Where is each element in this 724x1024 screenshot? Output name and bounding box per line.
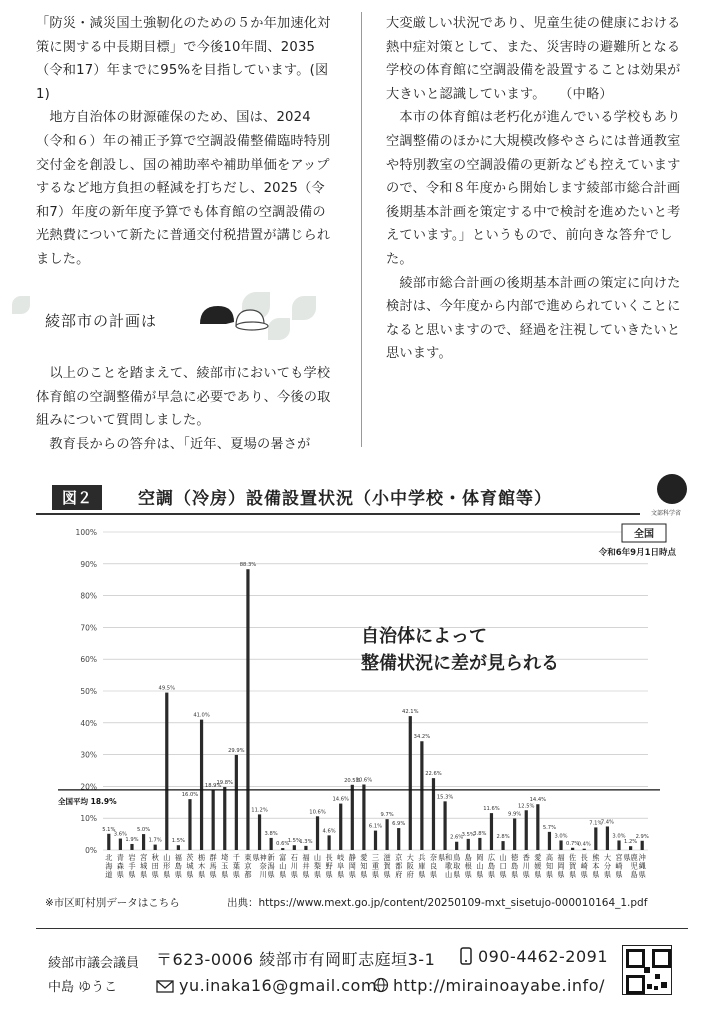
category-label: 岐阜県 — [337, 853, 345, 879]
chart-bar — [362, 784, 365, 850]
category-label: 石川県 — [290, 853, 298, 879]
category-label: 滋賀県 — [383, 853, 391, 879]
chart-bar — [606, 826, 609, 850]
bar-value-label: 3.6% — [113, 831, 127, 838]
footer-url[interactable]: http://mirainoayabe.info/ — [393, 976, 605, 995]
category-label: 沖縄県 — [638, 853, 646, 879]
bar-value-label: 22.6% — [425, 771, 442, 778]
category-label: 北海道 — [105, 853, 113, 879]
bar-value-label: 1.2% — [624, 839, 638, 846]
article-left-column — [36, 12, 336, 272]
y-tick-label: 0% — [85, 846, 97, 855]
bar-value-label: 5.1% — [102, 826, 116, 833]
footer-address: 〒623-0006 綾部市有岡町志庭垣3-1 — [156, 950, 436, 969]
bar-value-label: 5.0% — [136, 827, 151, 834]
article-paragraph: 以上のことを踏まえて、綾部市においても学校体育館の空調整備が早急に必要であり、今後の取組みについて質問しました。 — [36, 366, 331, 429]
y-tick-label: 50% — [80, 687, 97, 696]
annotation-line-2: 整備状況に差が見られる — [361, 653, 559, 674]
category-label: 富山県 — [279, 853, 287, 879]
category-label: 茨城県 — [186, 853, 194, 879]
figure-rule — [36, 513, 640, 515]
bar-value-label: 0.6% — [276, 841, 290, 848]
category-label: 和歌山 — [444, 853, 453, 879]
article-paragraph: 綾部市総合計画の後期基本計画の策定に向けた検討は、今年度から内部で進められていくことになると思いますので、経過を注視していきたいと思います。 — [386, 275, 681, 362]
figure-title: 空調（冷房）設備設置状況（小中学校・体育館等） — [138, 489, 552, 509]
chart-bar — [339, 804, 342, 850]
chart-bar — [617, 840, 620, 850]
bar-value-label: 6.9% — [392, 821, 406, 828]
category-label: 京都府 — [395, 853, 403, 879]
bar-value-label: 3.8% — [264, 830, 278, 837]
y-tick-label: 30% — [80, 750, 97, 760]
badge-label: 全国 — [634, 529, 654, 540]
category-label: 山梨県 — [313, 853, 322, 879]
category-label: 佐賀県 — [569, 853, 577, 879]
y-tick-label: 60% — [80, 655, 97, 665]
chart-bar — [212, 790, 215, 850]
bar-value-label: 0.7% — [566, 840, 580, 847]
chart-bar — [525, 810, 528, 850]
category-label: 神奈川 — [259, 853, 267, 879]
article-paragraph: 教育長からの答弁は、「近年、夏場の暑さが — [36, 436, 311, 452]
footer-phone[interactable]: 090-4462-2091 — [478, 947, 609, 966]
y-tick-label: 80% — [80, 591, 97, 601]
category-label: 群馬県 — [209, 853, 217, 879]
bar-value-label: 88.3% — [239, 562, 257, 569]
category-label: 三重県 — [371, 853, 380, 879]
bar-value-label: 11.2% — [251, 807, 268, 814]
bar-value-label: 2.9% — [635, 833, 649, 840]
chart-bar — [165, 693, 168, 850]
category-label: 鳥取県 — [453, 853, 461, 879]
y-tick-label: 70% — [80, 623, 97, 633]
chart-bar — [478, 838, 481, 850]
category-label: 愛媛県 — [534, 853, 542, 879]
chart-bar — [501, 841, 504, 850]
category-label: 静岡県 — [348, 853, 356, 879]
chart-bar — [188, 799, 191, 850]
chart-bar — [281, 848, 284, 850]
chart-bar — [258, 814, 261, 850]
chart-bar — [316, 816, 319, 850]
chart-bar — [351, 785, 354, 850]
article-right-column — [386, 12, 691, 366]
bar-value-label: 41.0% — [193, 712, 210, 719]
bar-value-label: 14.6% — [332, 796, 349, 803]
bar-value-label: 6.1% — [368, 823, 383, 830]
category-label: 栃木県 — [197, 853, 206, 879]
bar-value-label: 2.6% — [450, 834, 464, 841]
category-label: 鹿児島 — [630, 853, 638, 879]
leaf-decoration — [12, 296, 30, 314]
chart-bar — [571, 848, 574, 850]
article-paragraph: 大変厳しい状況であり、児童生徒の健康における熱中症対策として、また、災害時の避難所となる学校の体育館に空調設備を設置することは効果が大きいと認識しています。 （中略） — [386, 16, 681, 102]
chart-bar — [142, 834, 145, 850]
category-label: 福島県 — [174, 853, 182, 879]
bar-value-label: 1.7% — [148, 837, 162, 844]
category-label: 青森県 — [116, 853, 124, 879]
bar-value-label: 9.7% — [380, 812, 394, 819]
footer-rule — [36, 928, 688, 929]
bar-value-label: 1.3% — [299, 838, 313, 845]
footer-role: 綾部市議会議員 — [48, 956, 140, 971]
category-label: 福岡県 — [557, 853, 565, 879]
bar-value-label: 42.1% — [402, 709, 419, 716]
national-average-label: 全国平均 18.9% — [58, 796, 117, 806]
chart-bar — [432, 778, 435, 850]
article-paragraph: 地方自治体の財源確保のため、国は、2024（令和６）年の補正予算で空調設備整備臨時特別交付金を創設し、国の補助率や補助単価をアップするなど地方負担の軽減を打ちだし、2025（令和7）年度の新年度予算でも体育館の空調設備の光熱費について新たに普通交付税措置が講じられました。 — [36, 110, 331, 267]
chart-bar — [223, 787, 226, 850]
bar-value-label: 7.1% — [589, 820, 603, 827]
category-label: 高知県 — [545, 853, 554, 879]
chart-bar — [455, 842, 458, 850]
category-label: 山形県 — [163, 853, 171, 879]
leaf-decoration — [292, 296, 316, 320]
chart-bar — [154, 845, 157, 850]
leaf-decoration — [268, 318, 290, 340]
annotation-line-1: 自治体によって — [361, 626, 487, 647]
category-label: 大阪府 — [406, 853, 414, 879]
chart-bar — [443, 801, 446, 850]
category-label: 大分県 — [603, 853, 612, 879]
category-label: 山口県 — [499, 853, 507, 879]
column-divider — [361, 12, 362, 447]
category-label: 宮城県 — [139, 853, 148, 879]
bar-value-label: 16.0% — [181, 792, 199, 799]
date-note: 令和6年9月1日時点 — [598, 548, 676, 558]
category-label: 秋田県 — [151, 853, 159, 879]
section-subheading: 綾部市の計画は — [45, 312, 158, 330]
category-label: 愛知県 — [360, 853, 368, 879]
chart-bar — [583, 849, 586, 850]
chart-bar — [559, 840, 562, 850]
category-label: 県 — [623, 853, 631, 862]
bar-value-label: 1.5% — [171, 838, 185, 845]
article-left-column-2 — [36, 362, 336, 456]
chart-bar — [513, 819, 516, 850]
y-tick-label: 90% — [80, 559, 97, 569]
chart-bar — [641, 841, 644, 850]
chart-bar — [200, 720, 203, 850]
bar-value-label: 15.3% — [436, 794, 454, 801]
bar-value-label: 1.5% — [287, 838, 301, 845]
bar-value-label: 3.0% — [612, 833, 626, 840]
bar-value-label: 10.6% — [309, 809, 326, 816]
category-label: 県 — [252, 853, 260, 862]
figure-header — [36, 483, 686, 517]
bar-value-label: 11.6% — [483, 806, 500, 813]
chart-bar — [246, 569, 249, 850]
bar-value-label: 9.9% — [508, 811, 522, 818]
chart-bar — [235, 755, 238, 850]
bar-value-label: 20.6% — [355, 777, 373, 784]
emblem-label: 文部科学省 — [651, 510, 682, 517]
category-label: 新潟県 — [267, 853, 275, 879]
category-label: 県 — [437, 853, 446, 862]
y-tick-label: 40% — [80, 718, 97, 728]
category-label: 岩手県 — [128, 853, 136, 879]
chart-bar — [629, 846, 632, 850]
chart-bar — [536, 804, 539, 850]
bar-value-label: 18.9% — [204, 782, 222, 789]
y-tick-label: 100% — [75, 528, 97, 537]
chart-bar — [374, 831, 377, 850]
category-label: 島根県 — [464, 853, 472, 879]
hat-icon — [196, 302, 270, 332]
bar-value-label: 7.4% — [600, 819, 615, 826]
category-label: 岡山県 — [476, 853, 484, 879]
bar-value-label: 3.0% — [554, 833, 568, 840]
category-label: 東京都 — [244, 853, 252, 879]
chart-bar — [304, 846, 307, 850]
category-label: 徳島県 — [511, 853, 519, 879]
y-tick-label: 20% — [80, 782, 97, 792]
bar-value-label: 14.4% — [529, 797, 547, 804]
category-label: 奈良県 — [429, 853, 438, 879]
chart-bar — [270, 838, 273, 850]
ministry-emblem-icon — [657, 474, 687, 504]
bar-value-label: 3.5% — [461, 831, 475, 838]
y-tick-label: 10% — [80, 814, 97, 824]
footer-email[interactable]: yu.inaka16@gmail.com — [179, 976, 377, 995]
category-label: 兵庫県 — [418, 853, 426, 879]
chart-bar — [548, 832, 551, 850]
footer-name: 中島 ゆうこ — [48, 980, 118, 995]
qr-code[interactable] — [622, 945, 672, 995]
category-label: 長野県 — [325, 853, 333, 879]
mail-icon — [156, 980, 174, 993]
bar-value-label: 19.8% — [216, 780, 233, 787]
bar-value-label: 0.4% — [577, 841, 591, 848]
category-label: 熊本県 — [592, 853, 600, 879]
bar-value-label: 2.8% — [496, 834, 510, 841]
category-label: 長崎県 — [580, 853, 588, 879]
chart-bar — [119, 839, 122, 850]
chart-bar — [177, 845, 180, 850]
figure-number: 図２ — [52, 485, 102, 510]
bar-value-label: 3.8% — [473, 830, 487, 837]
chart-bar — [409, 716, 412, 850]
bar-value-label: 5.7% — [542, 824, 557, 831]
bar-value-label: 29.9% — [228, 747, 245, 754]
bar-value-label: 12.5% — [518, 803, 535, 810]
chart-bar — [107, 834, 110, 850]
bar-value-label: 34.2% — [413, 734, 431, 741]
chart-bar — [420, 741, 423, 850]
chart-bar — [397, 828, 400, 850]
bar-chart — [36, 522, 688, 887]
footnote: ※市区町村別データはこちら — [45, 897, 180, 909]
chart-bar — [328, 835, 331, 850]
category-label: 宮崎県 — [615, 853, 623, 879]
globe-icon — [373, 977, 389, 993]
category-label: 埼玉県 — [221, 853, 229, 879]
chart-bar — [594, 827, 597, 850]
article-paragraph: 「防災・減災国土強靭化のための５か年加速化対策に関する中長期目標」で今後10年間、2035（令和17）年までに95%を目指しています。(図1) — [36, 16, 331, 102]
category-label: 千葉県 — [232, 853, 240, 879]
bar-value-label: 20.5% — [344, 777, 361, 784]
bar-value-label: 4.6% — [322, 828, 336, 835]
chart-bar — [293, 845, 296, 850]
article-paragraph: 本市の体育館は老朽化が進んでいる学校もあり空調整備のほかに大規模改修やさらには普通教室や特別教室の空調設備の更新なども控えていますので、令和８年度から開始します綾部市総合計画後期基本計画を策定する中で検討を進めたいと考えています。」というもので、前向きな答弁でした。 — [386, 110, 681, 267]
chart-bar — [490, 813, 493, 850]
phone-icon — [459, 947, 473, 965]
bar-value-label: 1.9% — [125, 836, 139, 843]
chart-bar — [467, 839, 470, 850]
chart-bar — [385, 819, 388, 850]
category-label: 広島県 — [487, 853, 496, 879]
bar-value-label: 49.5% — [158, 685, 176, 692]
category-label: 福井県 — [302, 853, 310, 879]
category-label: 香川県 — [522, 853, 530, 879]
chart-bar — [130, 844, 133, 850]
source-citation: 出典：https://www.mext.go.jp/content/20250109-mxt_sisetujo-000010164_1.pdf — [227, 897, 648, 909]
